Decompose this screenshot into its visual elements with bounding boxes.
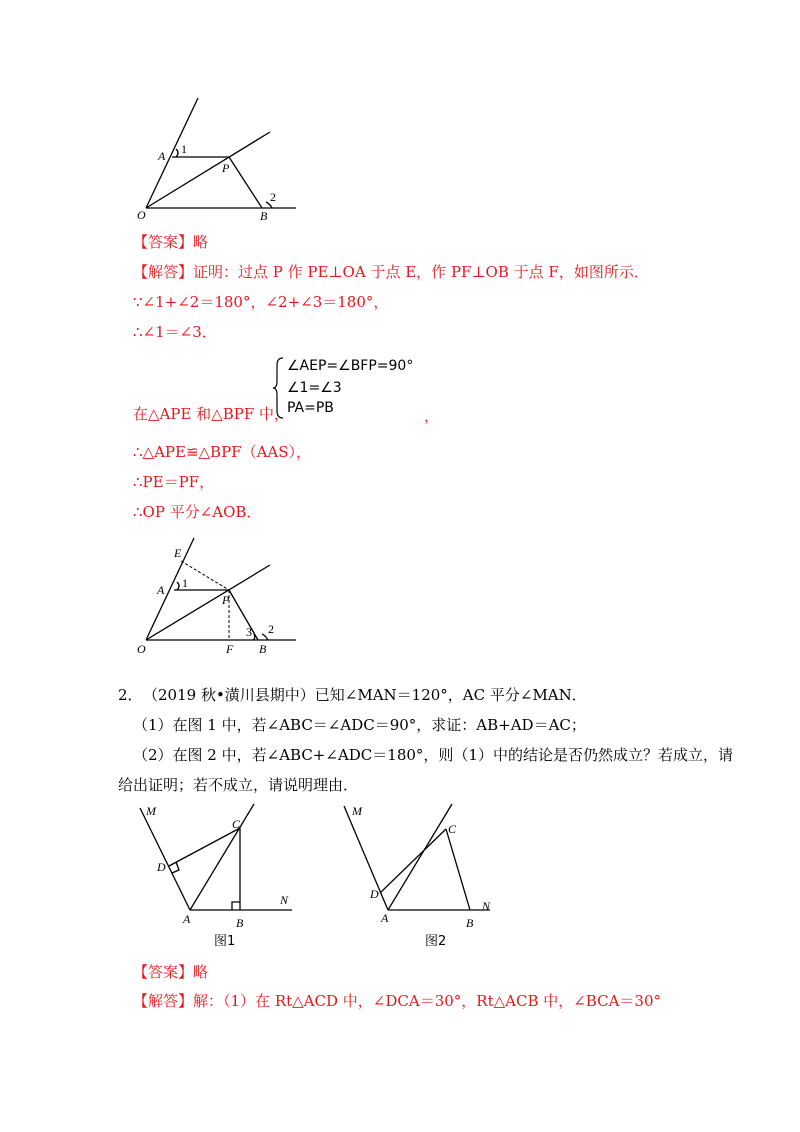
answer-1: [133, 233, 208, 251]
question-2-line-2: （1）在图 1 中，若∠ABC＝∠ADC＝90°，求证：AB+AD＝AC；: [133, 716, 586, 734]
label-D: D: [370, 887, 379, 901]
label-2: 2: [270, 190, 276, 204]
question-2-line-3: （2）在图 2 中，若∠ABC+∠ADC＝180°，则（1）中的结论是否仍然成立？若成立，请: [133, 746, 733, 764]
solution-1-line-5: ∴△APE≌△BPF（AAS），: [133, 443, 312, 461]
solution-1-line-4: 在△APE 和△BPF 中，: [133, 405, 290, 423]
solution-tag: 【解答】: [133, 992, 194, 1010]
label-N: N: [280, 893, 289, 907]
answer-value: 略: [193, 963, 209, 981]
label-B: B: [260, 209, 268, 223]
solution-1-line-3: ∴∠1＝∠3．: [133, 323, 217, 341]
answer-2: [133, 963, 208, 981]
segment-PB: [229, 590, 258, 640]
label-A: A: [158, 149, 166, 163]
ray-AM: [344, 806, 388, 910]
solution-1-line-7: ∴OP 平分∠AOB．: [133, 503, 262, 521]
label-O: O: [137, 642, 146, 656]
segment-CB: [446, 829, 470, 910]
label-P: P: [222, 593, 230, 607]
caption-fig2: 图2: [425, 934, 447, 949]
segment-PE: [181, 561, 229, 590]
segment-PB: [229, 157, 262, 208]
answer-value: 略: [193, 233, 209, 251]
figure-1: [130, 800, 310, 950]
answer-tag: 【答案】: [133, 233, 194, 251]
caption-fig1: 图1: [214, 934, 236, 949]
figure-2: [335, 800, 505, 950]
label-N: N: [482, 899, 491, 913]
label-P: P: [222, 161, 230, 175]
solution-1-line-1: [133, 263, 649, 281]
segment-DC: [380, 829, 446, 893]
answer-tag: 【答案】: [133, 963, 194, 981]
label-A: A: [157, 583, 165, 597]
label-C: C: [232, 817, 241, 831]
label-1: 1: [181, 142, 187, 156]
ray-AC: [190, 804, 254, 910]
label-B: B: [466, 916, 474, 930]
label-M: M: [352, 804, 362, 818]
label-M: M: [146, 804, 156, 818]
solution-1-comma: ，: [424, 407, 440, 425]
solution-text: 证明：过点 P 作 PE⊥OA 于点 E，作 PF⊥OB 于点 F，如图所示．: [193, 263, 649, 281]
label-A: A: [183, 912, 191, 926]
solution-1-line-6: ∴PE＝PF，: [133, 473, 215, 491]
question-2-line-1: （2019 秋•潢川县期中）已知∠MAN＝120°，AC 平分∠MAN．: [143, 686, 587, 704]
label-F: F: [226, 642, 234, 656]
label-A: A: [381, 911, 389, 925]
label-E: E: [174, 546, 182, 560]
figure-angle-bisector-2: [130, 530, 310, 660]
solution-2-line-1: [133, 992, 661, 1010]
label-B: B: [236, 916, 244, 930]
label-C: C: [448, 822, 457, 836]
brace-condition-3: PA=PB: [287, 400, 334, 416]
solution-text: 解：（1）在 Rt△ACD 中，∠DCA＝30°，Rt△ACB 中，∠BCA＝30°: [193, 992, 662, 1010]
label-B: B: [259, 642, 267, 656]
label-2: 2: [268, 622, 274, 636]
solution-tag: 【解答】: [133, 263, 194, 281]
brace-condition-2: ∠1=∠3: [287, 380, 342, 396]
solution-1-line-2: ∵∠1+∠2＝180°，∠2+∠3＝180°，: [133, 293, 389, 311]
label-1: 1: [182, 576, 188, 590]
label-O: O: [137, 208, 146, 222]
brace-condition-1: ∠AEP=∠BFP=90°: [287, 358, 414, 374]
ray-AC: [388, 804, 452, 910]
question-2-line-4: 给出证明；若不成立，请说明理由．: [118, 776, 359, 794]
segment-DC: [169, 828, 240, 866]
question-number: 2．: [118, 686, 143, 704]
label-3: 3: [246, 625, 252, 639]
label-D: D: [157, 860, 166, 874]
figure-angle-bisector-1: [130, 90, 310, 230]
